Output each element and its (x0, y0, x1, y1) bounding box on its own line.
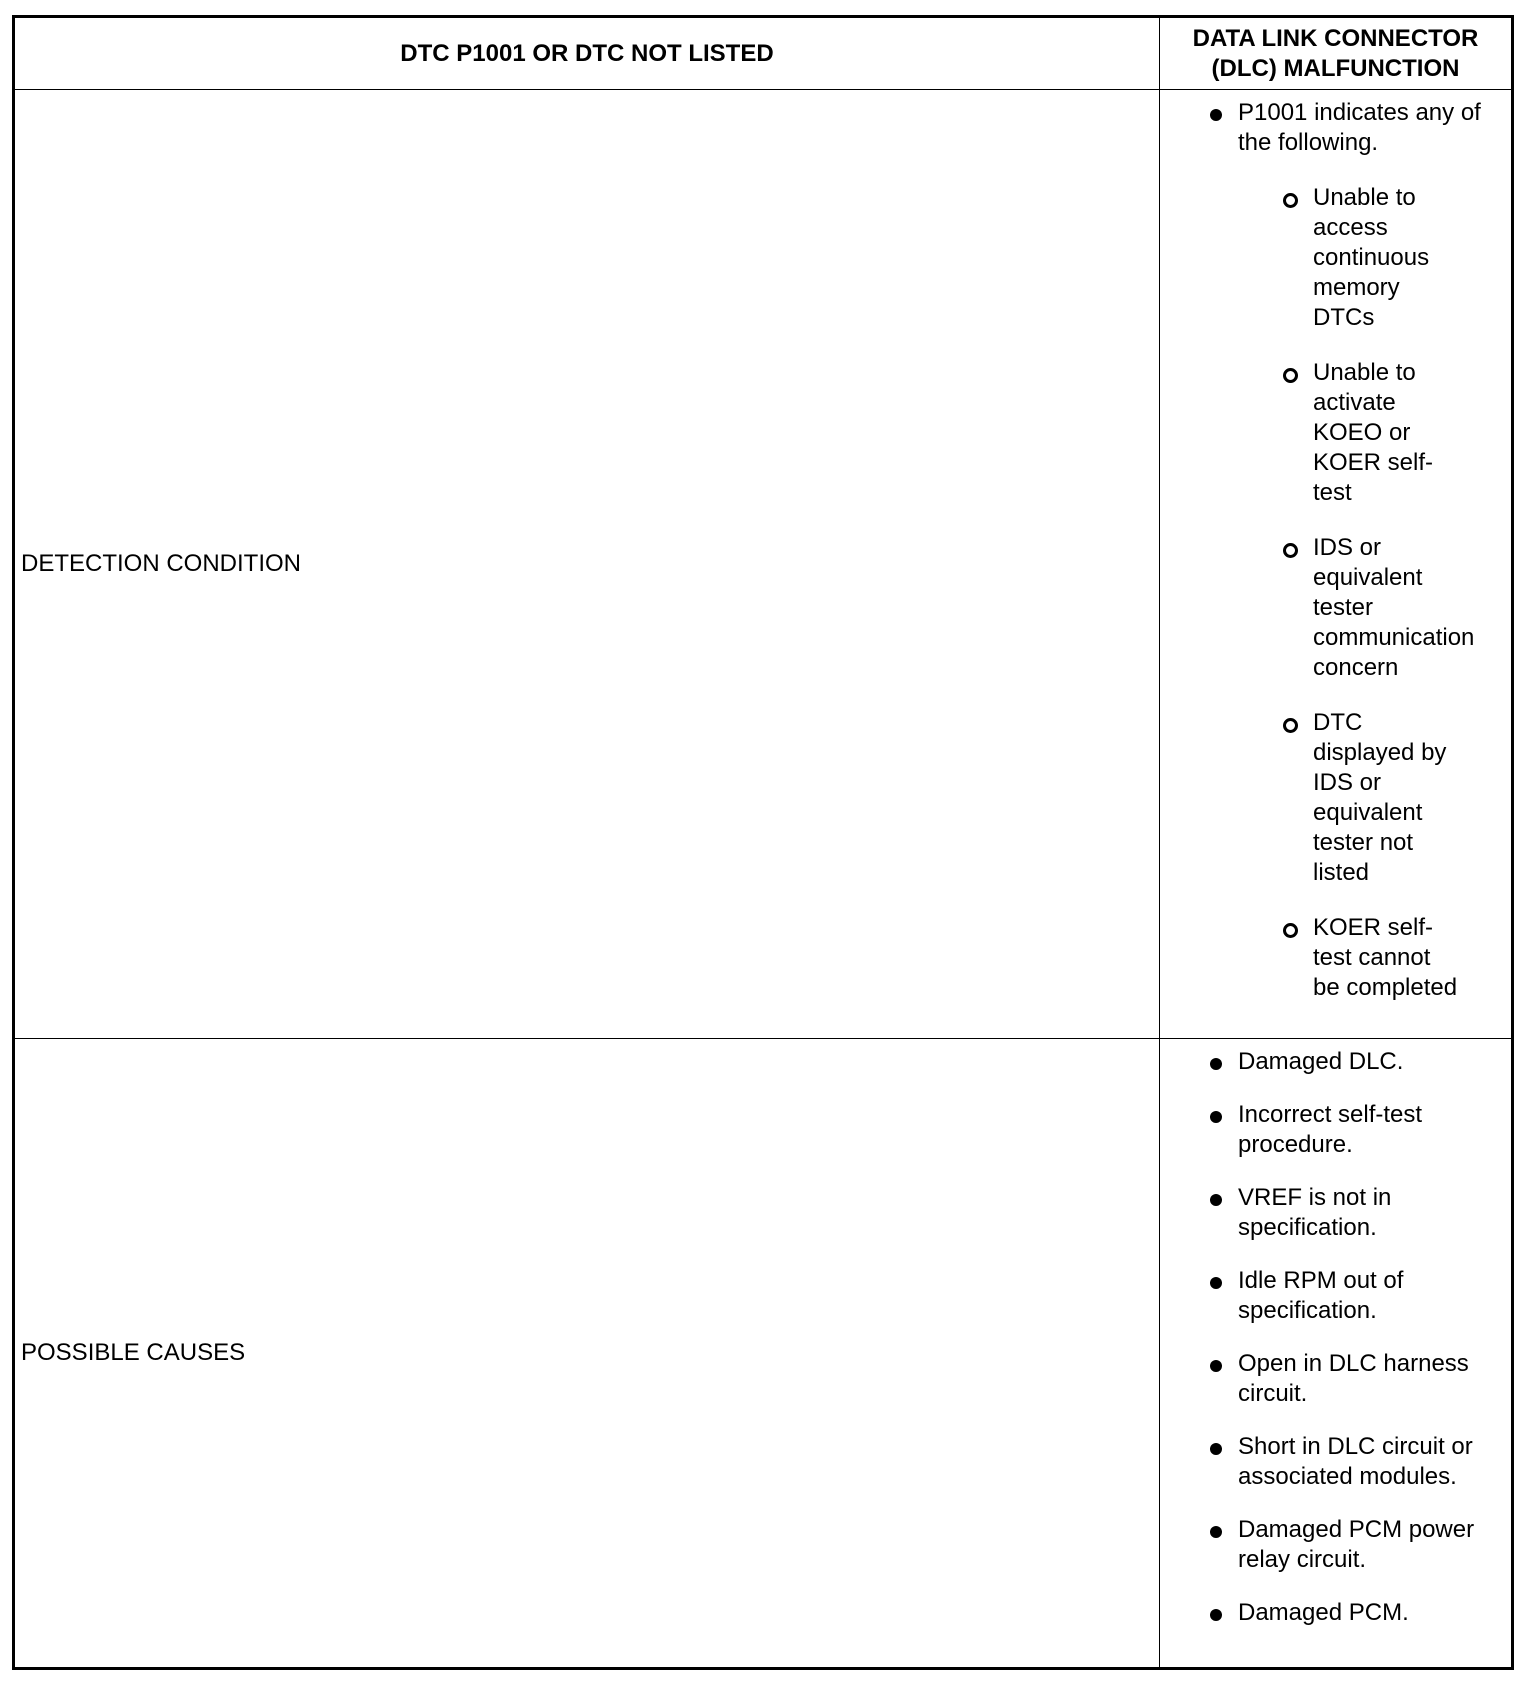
sub-list-item-text: DTC displayed by IDS or equivalent tester not listed (1313, 709, 1447, 886)
list-item (1204, 1100, 1501, 1160)
cause-text: Incorrect self-test procedure. (1238, 1101, 1423, 1158)
table-header-left (15, 18, 1160, 90)
bullet-icon (1210, 1111, 1222, 1123)
table-header-right (1160, 18, 1511, 90)
list-item (1204, 1598, 1501, 1628)
circle-bullet-icon (1283, 718, 1298, 733)
detection-condition-label: DETECTION CONDITION (21, 550, 301, 577)
cause-text: VREF is not in specification. (1238, 1184, 1392, 1241)
list-item (1204, 1349, 1501, 1409)
list-item (1204, 1183, 1501, 1243)
bullet-icon (1210, 1058, 1222, 1070)
list-item (1204, 1047, 1501, 1077)
circle-bullet-icon (1283, 923, 1298, 938)
detection-condition-label-cell (15, 90, 1160, 1039)
bullet-icon (1210, 1443, 1222, 1455)
circle-bullet-icon (1283, 543, 1298, 558)
list-item (1204, 1266, 1501, 1326)
circle-bullet-icon (1283, 368, 1298, 383)
sub-list-item (1280, 708, 1463, 888)
list-item (1204, 98, 1501, 1003)
bullet-icon (1210, 1609, 1222, 1621)
circle-bullet-icon (1283, 193, 1298, 208)
bullet-icon (1210, 1194, 1222, 1206)
possible-causes-label-cell (15, 1039, 1160, 1667)
cause-text: Damaged PCM power relay circuit. (1238, 1516, 1475, 1573)
cause-text: Idle RPM out of specification. (1238, 1267, 1404, 1324)
sub-list-item-text: IDS or equivalent tester communication concern (1313, 534, 1475, 681)
header-title-right (1193, 24, 1479, 84)
detection-intro: P1001 indicates any of the following. (1238, 99, 1481, 156)
cause-text: Damaged DLC. (1238, 1048, 1404, 1075)
header-title-left: DTC P1001 OR DTC NOT LISTED (400, 39, 774, 67)
sub-list-item-text: Unable to access continuous memory DTCs (1313, 184, 1430, 331)
sub-list-item-text: Unable to activate KOEO or KOER self-test (1313, 359, 1434, 506)
detection-condition-content (1160, 90, 1511, 1039)
detection-sub-list (1238, 183, 1501, 1003)
header-title-right-line2: (DLC) MALFUNCTION (1211, 54, 1460, 82)
dtc-table (12, 15, 1514, 1670)
bullet-icon (1210, 1277, 1222, 1289)
list-item (1204, 1432, 1501, 1492)
sub-list-item (1280, 533, 1475, 683)
possible-causes-label: POSSIBLE CAUSES (21, 1339, 246, 1366)
bullet-icon (1210, 1526, 1222, 1538)
bullet-icon (1210, 109, 1222, 121)
sub-list-item (1280, 358, 1463, 508)
cause-text: Short in DLC circuit or associated modules. (1238, 1433, 1473, 1490)
sub-list-item (1280, 183, 1463, 333)
sub-list-item (1280, 913, 1463, 1003)
possible-causes-content (1160, 1039, 1511, 1667)
header-title-right-line1: DATA LINK CONNECTOR (1192, 24, 1479, 52)
cause-text: Damaged PCM. (1238, 1599, 1409, 1626)
sub-list-item-text: KOER self-test cannot be completed (1313, 914, 1458, 1001)
cause-text: Open in DLC harness circuit. (1238, 1350, 1469, 1407)
bullet-icon (1210, 1360, 1222, 1372)
list-item (1204, 1515, 1501, 1575)
